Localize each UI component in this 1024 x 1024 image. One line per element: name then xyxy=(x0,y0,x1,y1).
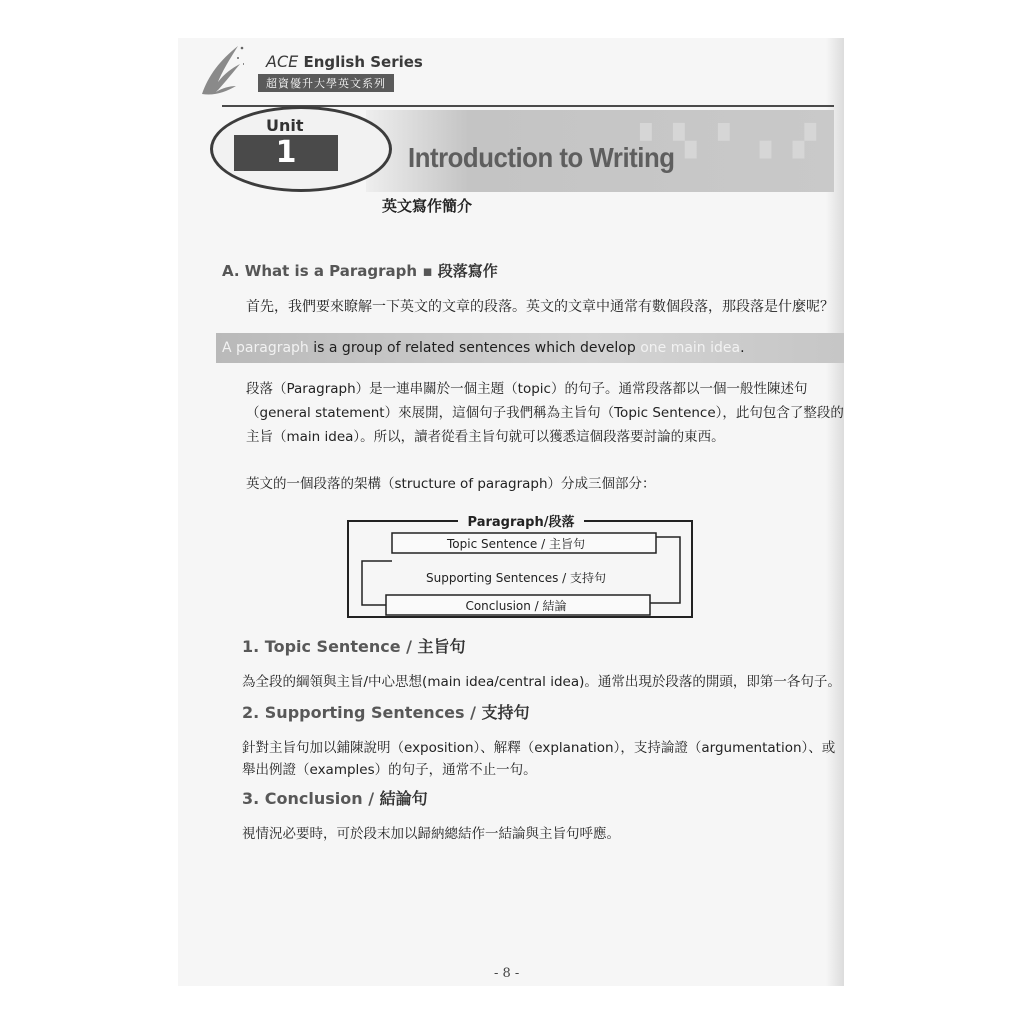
topic-sentence-heading xyxy=(242,634,466,657)
definition-text xyxy=(222,340,745,356)
banner-background-watermark: ▘▚▝ ▖▞ xyxy=(640,124,826,159)
diagram-part-conclusion: Conclusion / 結論 xyxy=(465,599,567,613)
paragraph-structure-diagram xyxy=(346,513,696,619)
section-a-title-zh: 段落寫作 xyxy=(437,262,498,280)
topic-sentence-text: 為全段的綱領與主旨/中心思想(main idea/central idea)。通常出現於段落的開頭，即第一各句子。 xyxy=(242,674,841,690)
series-title xyxy=(266,52,423,71)
definition-end: . xyxy=(740,340,745,356)
topic-sentence-title-zh: 主旨句 xyxy=(417,637,466,656)
definition-middle: is a group of related sentences which develop xyxy=(308,340,641,356)
conclusion-title-zh: 結論句 xyxy=(379,789,428,808)
structure-intro: 英文的一個段落的架構（structure of paragraph）分成三個部分： xyxy=(246,476,656,492)
unit-title-zh: 英文寫作簡介 xyxy=(382,197,473,215)
explanation-line: 主旨（main idea）。所以，讀者從看主旨句就可以獲悉這個段落要討論的東西。 xyxy=(246,429,725,445)
section-a-title: A. What is a Paragraph xyxy=(222,262,418,280)
series-subtitle: 超資優升大學英文系列 xyxy=(258,74,394,92)
conclusion-title: 3. Conclusion / xyxy=(242,789,375,808)
supporting-sentences-heading xyxy=(242,700,530,723)
section-a-intro: 首先，我們要來瞭解一下英文的文章的段落。英文的文章中通常有數個段落，那段落是什麼呢？ xyxy=(246,299,834,315)
diagram-part-topic: Topic Sentence / 主旨句 xyxy=(447,537,585,551)
page-number: - 8 - xyxy=(494,966,520,981)
diagram-title: Paragraph/段落 xyxy=(467,515,575,530)
supporting-sentences-text: 舉出例證（examples）的句子，通常不止一句。 xyxy=(242,762,537,778)
conclusion-heading xyxy=(242,786,428,809)
definition-highlight-end: one main idea xyxy=(640,340,741,356)
heading-bullet: ▪ xyxy=(422,262,433,280)
explanation-line: （general statement）來展開，這個句子我們稱為主旨句（Topic Sentence），此句包含了整段的 xyxy=(246,405,844,421)
wing-icon xyxy=(198,42,244,98)
explanation-line: 段落（Paragraph）是一連串關於一個主題（topic）的句子。通常段落都以一個一般性陳述句 xyxy=(246,381,808,397)
definition-highlight-start: A paragraph xyxy=(222,340,309,356)
unit-number: 1 xyxy=(234,135,338,171)
series-brand: ACE xyxy=(266,52,299,71)
book-page xyxy=(178,38,844,986)
supporting-sentences-text: 針對主旨句加以鋪陳說明（exposition）、解釋（explanation），支持論證（argumentation）、或 xyxy=(242,740,836,756)
supporting-sentences-title-zh: 支持句 xyxy=(481,703,530,722)
conclusion-text: 視情況必要時，可於段末加以歸納總結作一結論與主旨句呼應。 xyxy=(242,826,620,842)
section-a-heading xyxy=(222,260,498,281)
topic-sentence-title: 1. Topic Sentence / xyxy=(242,637,412,656)
diagram-part-supporting: Supporting Sentences / 支持句 xyxy=(425,571,607,585)
unit-title: Introduction to Writing xyxy=(408,142,675,173)
unit-label: Unit xyxy=(266,116,304,135)
supporting-sentences-title: 2. Supporting Sentences / xyxy=(242,703,476,722)
series-name: English Series xyxy=(303,53,423,71)
